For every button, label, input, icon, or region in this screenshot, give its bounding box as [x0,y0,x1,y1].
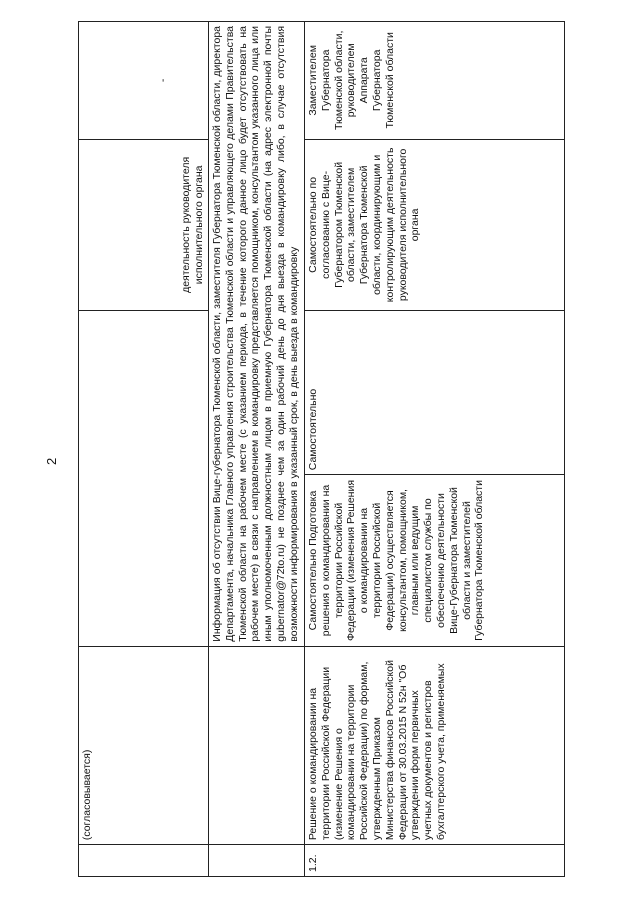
table-cell: Решение о командировании на территории Российской Федерации (изменение Решения о командировании на территории Российской Федерации) по формам, утвержденным Приказом Министерства финансов Российской Федерации от 30.03.2015 N 52н "Об утверждении форм первичных учетных документов и регистров бухгалтерского учета, применяемых [305,646,565,844]
table-cell: (согласовывается) [79,646,209,844]
table-cell [209,845,305,877]
document-table [78,21,565,877]
page-number: 2 [44,457,59,465]
table-cell: деятельность руководителя исполнительного органа [79,139,209,310]
table-cell: Самостоятельно по согласованию с Вице-Губернатором Тюменской области, заместителем Губернатора Тюменской области, координирующим и контролирующим деятельность руководителя исполнительного органа [305,139,565,310]
row-number: 1.2. [305,845,565,877]
table-cell [209,646,305,844]
table-row [209,22,305,877]
table-row [305,22,565,877]
table-cell: Самостоятельно [305,311,565,475]
table-cell [79,311,209,647]
table-row [79,22,209,877]
table-cell [79,845,209,877]
table-cell: - [79,22,209,140]
table-cell: Заместителем Губернатора Тюменской области, руководителем Аппарата Губернатора Тюменской области [305,22,565,140]
info-paragraph: Информация об отсутствии Вице-губернатора Тюменской области, заместителя Губернатора Тюменской области, директора Департамента, начальника Главного управления строительства Тюменской области и управляющего делами Правительства Тюменской области на рабочем месте (с указанием периода, в течение которого данное лицо будет отсутствовать на рабочем месте) в связи с направлением в командировку представляется помощником, консультантом указанного лица или иным уполномоченным должностным лицом в приемную Губернатора Тюменской области (на адрес электронной почты gubernator@72to.ru) не позднее чем за один рабочий день до дня выезда в командировку либо, в случае отсутствия возможности информирования в указанный срок, в день выезда в командировку [209,22,305,647]
table-cell: Самостоятельно Подготовка решения о командировании на территории Российской Федерации (изменения Решения о командировании на территории Российской Федерации) осуществляется консультантом, помощником, главным или ведущим специалистом службы по обеспечению деятельности Вице-Губернатора Тюменской области и заместителей Губернатора Тюменской области [305,475,565,646]
